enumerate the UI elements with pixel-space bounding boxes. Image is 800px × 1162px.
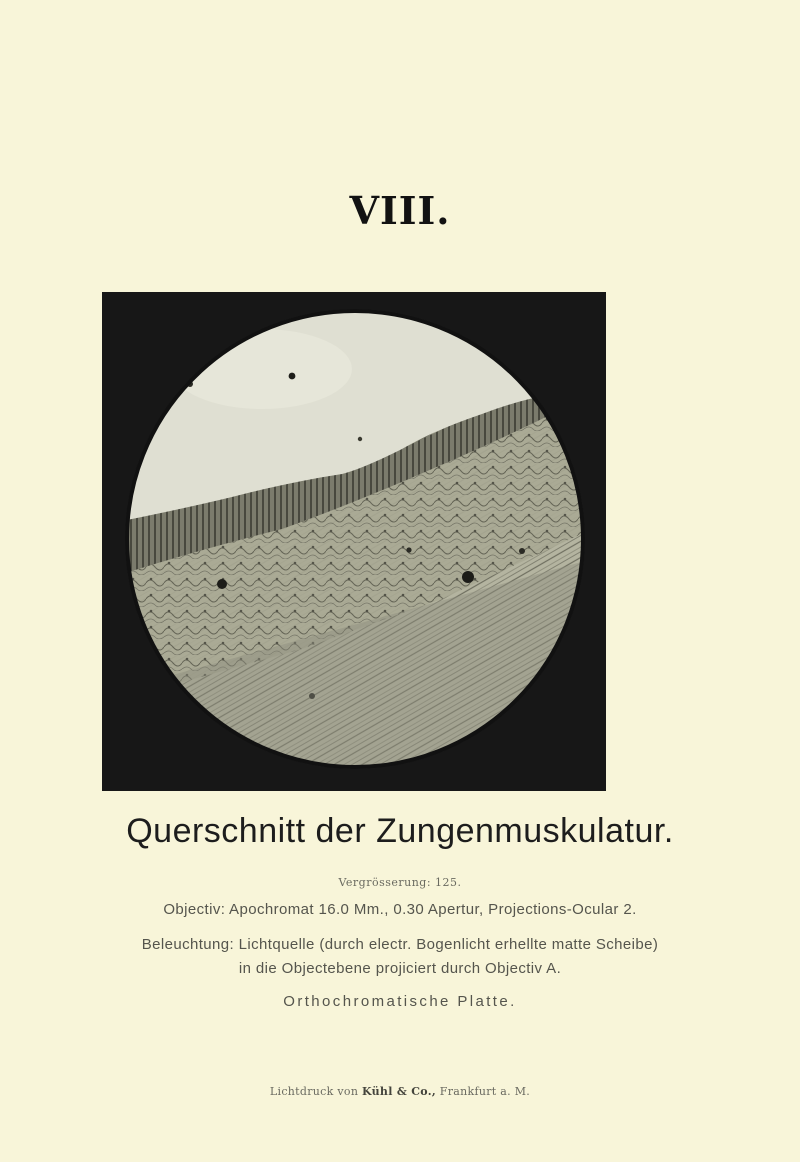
credit-prefix: Lichtdruck von (269, 1085, 359, 1098)
magnification-note: Vergrösserung: 125. (338, 876, 462, 889)
micrograph-photo (102, 292, 606, 791)
caption-title: Querschnitt der Zungenmuskulatur. (126, 812, 674, 850)
beleuchtung-line-2: in die Objectebene projiciert durch Objectiv A. (238, 960, 562, 977)
credit-suffix: Frankfurt a. M. (439, 1085, 531, 1098)
objectiv-line: Objectiv: Apochromat 16.0 Mm., 0.30 Apertur, Projections-Ocular 2. (163, 901, 637, 918)
micrograph-image (102, 292, 606, 791)
plate-type-line: Orthochromatische Platte. (283, 993, 517, 1010)
printer-credit (0, 1085, 800, 1098)
beleuchtung-line-1: Beleuchtung: Lichtquelle (durch electr. Bogenlicht erhellte matte Scheibe) (141, 936, 659, 953)
credit-printer: Kühl & Co., (362, 1085, 436, 1098)
plate-number: VIII. (349, 188, 451, 233)
